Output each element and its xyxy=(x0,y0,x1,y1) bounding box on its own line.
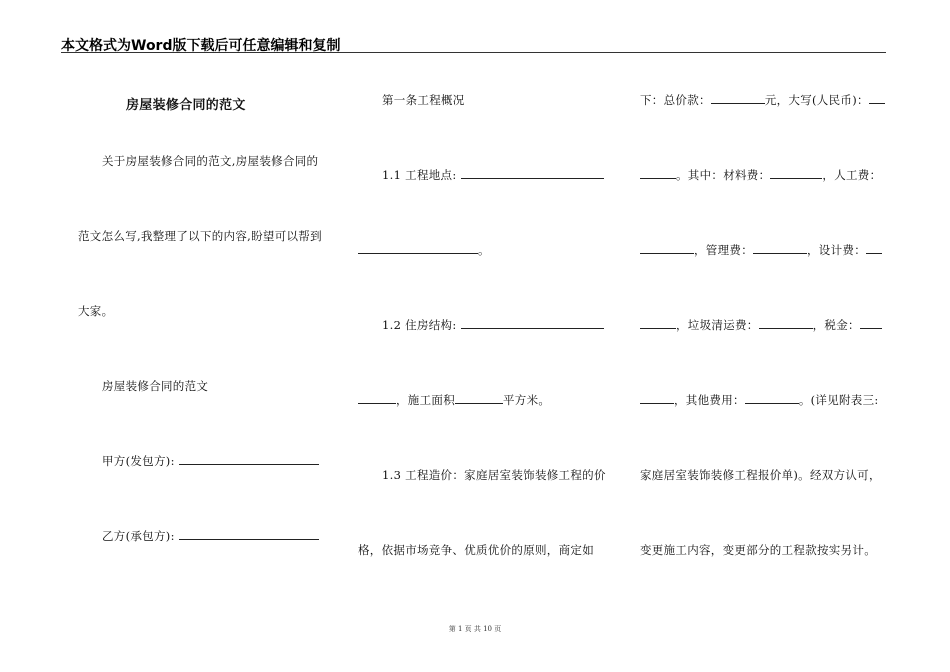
header-text: 本文格式为Word版下载后可任意编辑和复制 xyxy=(61,38,341,54)
party-b-label: 乙方(承包方): xyxy=(102,529,175,543)
location-blank xyxy=(461,167,604,179)
structure-line xyxy=(382,317,604,333)
cost-line-2: 格，依据市场竞争、优质优价的原则，商定如 xyxy=(358,543,594,557)
intro-line-1: 关于房屋装修合同的范文,房屋装修合同的 xyxy=(102,154,319,168)
labor-blank xyxy=(640,242,694,254)
garbage-line xyxy=(640,317,882,333)
total-blank xyxy=(711,92,765,104)
manage-line xyxy=(640,242,882,258)
tax-blank-2 xyxy=(640,392,674,404)
party-a-label: 甲方(发包方): xyxy=(102,454,175,468)
location-continue xyxy=(358,242,490,258)
area-blank xyxy=(455,392,503,404)
structure-blank xyxy=(461,317,604,329)
design-label: ，设计费： xyxy=(807,243,866,257)
other-label: ，其他费用： xyxy=(674,393,745,407)
material-pre: 。其中：材料费： xyxy=(676,168,771,182)
labor-label: ，人工费： xyxy=(822,168,882,182)
column-3 xyxy=(640,0,890,640)
structure-blank-2 xyxy=(358,392,396,404)
page-footer: 第 1 页 共 10 页 xyxy=(448,625,502,633)
total-mid: 元，大写(人民币)： xyxy=(764,93,869,107)
tax-label: ，税金： xyxy=(812,318,860,332)
total-pre: 下：总价款： xyxy=(640,93,711,107)
garbage-blank xyxy=(759,317,813,329)
manage-label: ，管理费： xyxy=(694,243,753,257)
price-sheet-line: 家庭居室装饰装修工程报价单)。经双方认可， xyxy=(640,468,881,482)
design-blank xyxy=(866,242,882,254)
column-2 xyxy=(358,0,608,640)
party-a-line xyxy=(102,453,319,469)
other-blank xyxy=(745,392,799,404)
design-blank-2 xyxy=(640,317,676,329)
total-line xyxy=(640,92,885,108)
manage-blank xyxy=(753,242,807,254)
area-mid: ，施工面积 xyxy=(396,393,455,407)
capital-blank xyxy=(869,92,885,104)
garbage-label: ，垃圾清运费： xyxy=(676,318,759,332)
change-line: 变更施工内容，变更部分的工程款按实另计。 xyxy=(640,543,876,557)
area-line xyxy=(358,392,550,408)
capital-blank-2 xyxy=(640,167,676,179)
party-a-blank xyxy=(179,453,319,465)
section-subtitle: 房屋装修合同的范文 xyxy=(102,379,209,393)
location-line xyxy=(382,167,604,183)
document-title: 房屋装修合同的范文 xyxy=(126,98,246,113)
intro-line-3: 大家。 xyxy=(78,304,114,318)
area-end: 平方米。 xyxy=(503,393,551,407)
structure-label: 1.2 住房结构: xyxy=(382,318,457,332)
location-blank-2 xyxy=(358,242,478,254)
material-line xyxy=(640,167,881,183)
article-1-heading: 第一条工程概况 xyxy=(382,93,465,107)
other-line xyxy=(640,392,879,408)
location-label: 1.1 工程地点: xyxy=(382,168,457,182)
tax-blank xyxy=(860,317,882,329)
material-blank xyxy=(770,167,822,179)
location-end: 。 xyxy=(478,243,490,257)
cost-line-1: 1.3 工程造价：家庭居室装饰装修工程的价 xyxy=(382,468,606,482)
party-b-blank xyxy=(179,528,319,540)
party-b-line xyxy=(102,528,319,544)
other-end: 。(详见附表三: xyxy=(798,393,879,407)
column-1 xyxy=(78,0,328,640)
intro-line-2: 范文怎么写,我整理了以下的内容,盼望可以帮到 xyxy=(78,229,322,243)
